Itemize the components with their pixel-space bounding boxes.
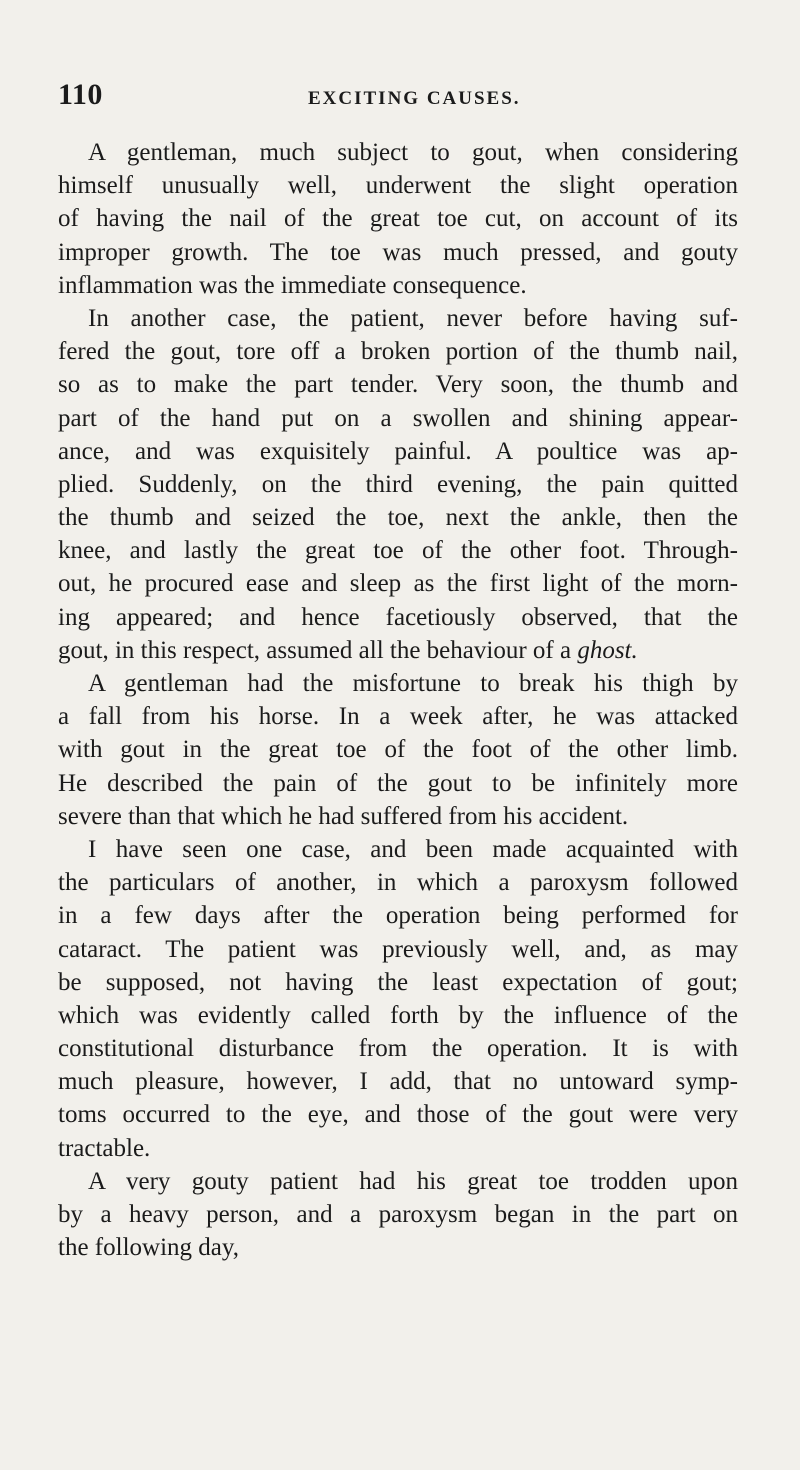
text-line: toms occurred to the eye, and those of the gout were very — [58, 1101, 738, 1129]
italic-word: ghost. — [577, 636, 638, 664]
page-number: 110 — [58, 78, 103, 111]
text-line: a fall from his horse. In a week after, he was attacked — [58, 703, 738, 731]
text-line: the particulars of another, in which a paroxysm followed — [58, 869, 738, 897]
body-text — [58, 136, 738, 1264]
text-line: plied. Suddenly, on the third evening, the pain quitted — [58, 470, 738, 498]
text-line: part of the hand put on a swollen and shining appear- — [58, 404, 738, 432]
text-line: with gout in the great toe of the foot of the other limb. — [58, 736, 738, 764]
text-line: himself unusually well, underwent the slight operation — [58, 172, 738, 200]
text-line: cataract. The patient was previously well, and, as may — [58, 935, 738, 963]
text-line: be supposed, not having the least expectation of gout; — [58, 968, 738, 996]
text-line: ing appeared; and hence facetiously observed, that the — [58, 603, 738, 631]
text-line: in a few days after the operation being performed for — [58, 902, 738, 930]
text-line: out, he procured ease and sleep as the first light of the morn- — [58, 570, 738, 598]
text-line: inflammation was the immediate consequence. — [58, 271, 527, 299]
text-span: gout, in this respect, assumed all the behaviour of a — [58, 636, 572, 664]
running-head: EXCITING CAUSES. — [308, 88, 521, 109]
text-line: A gentleman had the misfortune to break his thigh by — [88, 670, 738, 697]
text-line: severe than that which he had suffered from his accident. — [58, 802, 629, 830]
text-line: the following day, — [58, 1234, 239, 1262]
text-line: knee, and lastly the great toe of the other foot. Through- — [58, 537, 738, 565]
text-line: which was evidently called forth by the influence of the — [58, 1001, 738, 1029]
text-line: He described the pain of the gout to be infinitely more — [58, 769, 738, 797]
text-line: A gentleman, much subject to gout, when considering — [88, 139, 738, 166]
text-line: of having the nail of the great toe cut, on account of its — [58, 205, 738, 233]
text-line — [58, 634, 738, 667]
text-line: tractable. — [58, 1134, 151, 1162]
text-line: improper growth. The toe was much pressed, and gouty — [58, 238, 738, 266]
text-line: ance, and was exquisitely painful. A poultice was ap- — [58, 437, 738, 465]
text-line: In another case, the patient, never before having suf- — [88, 304, 738, 332]
text-line: fered the gout, tore off a broken portion of the thumb nail, — [58, 338, 738, 366]
text-line: I have seen one case, and been made acquainted with — [88, 835, 738, 863]
page-header — [58, 78, 698, 114]
text-line: much pleasure, however, I add, that no untoward symp- — [58, 1068, 738, 1096]
text-line: by a heavy person, and a paroxysm began in the part on — [58, 1201, 738, 1228]
text-line: the thumb and seized the toe, next the ankle, then the — [58, 504, 738, 532]
text-line: so as to make the part tender. Very soon, the thumb and — [58, 371, 738, 399]
text-line: A very gouty patient had his great toe trodden upon — [88, 1167, 738, 1195]
text-line: constitutional disturbance from the operation. It is with — [58, 1035, 738, 1063]
